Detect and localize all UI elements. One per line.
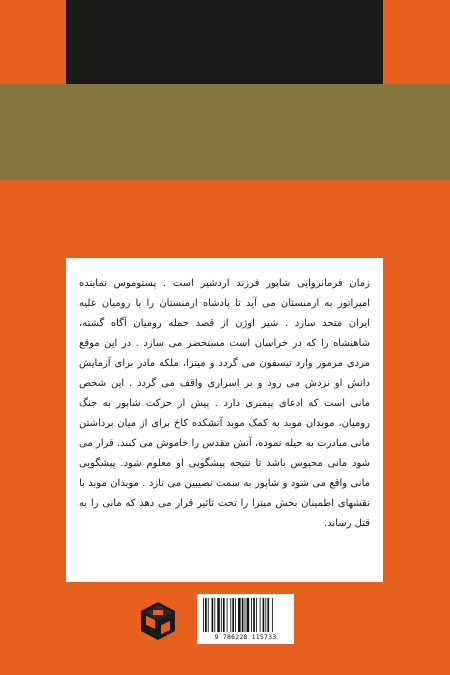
olive-band <box>0 84 450 180</box>
barcode-bars <box>202 598 289 632</box>
top-dark-panel <box>66 0 383 84</box>
top-right-margin <box>383 0 450 84</box>
barcode-number: 9 786228 115733 <box>214 633 277 641</box>
synopsis-box <box>66 258 383 582</box>
synopsis-text: زمان فرمانروایی شاپور فرزند اردشیر است . پستوموس نماینده امپراتور به ارمنستان می آید تا پادشاه ارمنستان را با رومیان علیه ایران متحد سازد . شیر اوژن از قصد حمله رومیان آگاه گشته، شاهنشاه را که در خراسان است مستحضر می سازد . در این موقع مردی مرموز وارد تیسفون می گردد و میترا، ملکه مادر برای آزمایش دانش او نزدش می رود و بر اسراری واقف می گردد . این شخص مانی است که ادعای پیمبری دارد . پیش از حرکت شاپور به جنگ رومیان، موبدان موبد به کمک موبد آتشکده کاخ برای از میان برداشتن مانی مبادرت به حیله نموده، آتش مقدس را خاموش می کنند. قرار می شود مانی محبوس باشد تا نتیجه پیشگویی او معلوم شود. پیشگویی مانی واقع می شود و شاپور به سمت نصیبین می تازد . موبدان موبد با نقشهای اطمینان بخش میترا را تحت تاثیر قرار می دهد که مانی را به قتل رساند. <box>79 278 370 529</box>
publisher-logo-icon <box>140 601 176 641</box>
barcode <box>197 594 294 644</box>
top-left-margin <box>0 0 66 84</box>
